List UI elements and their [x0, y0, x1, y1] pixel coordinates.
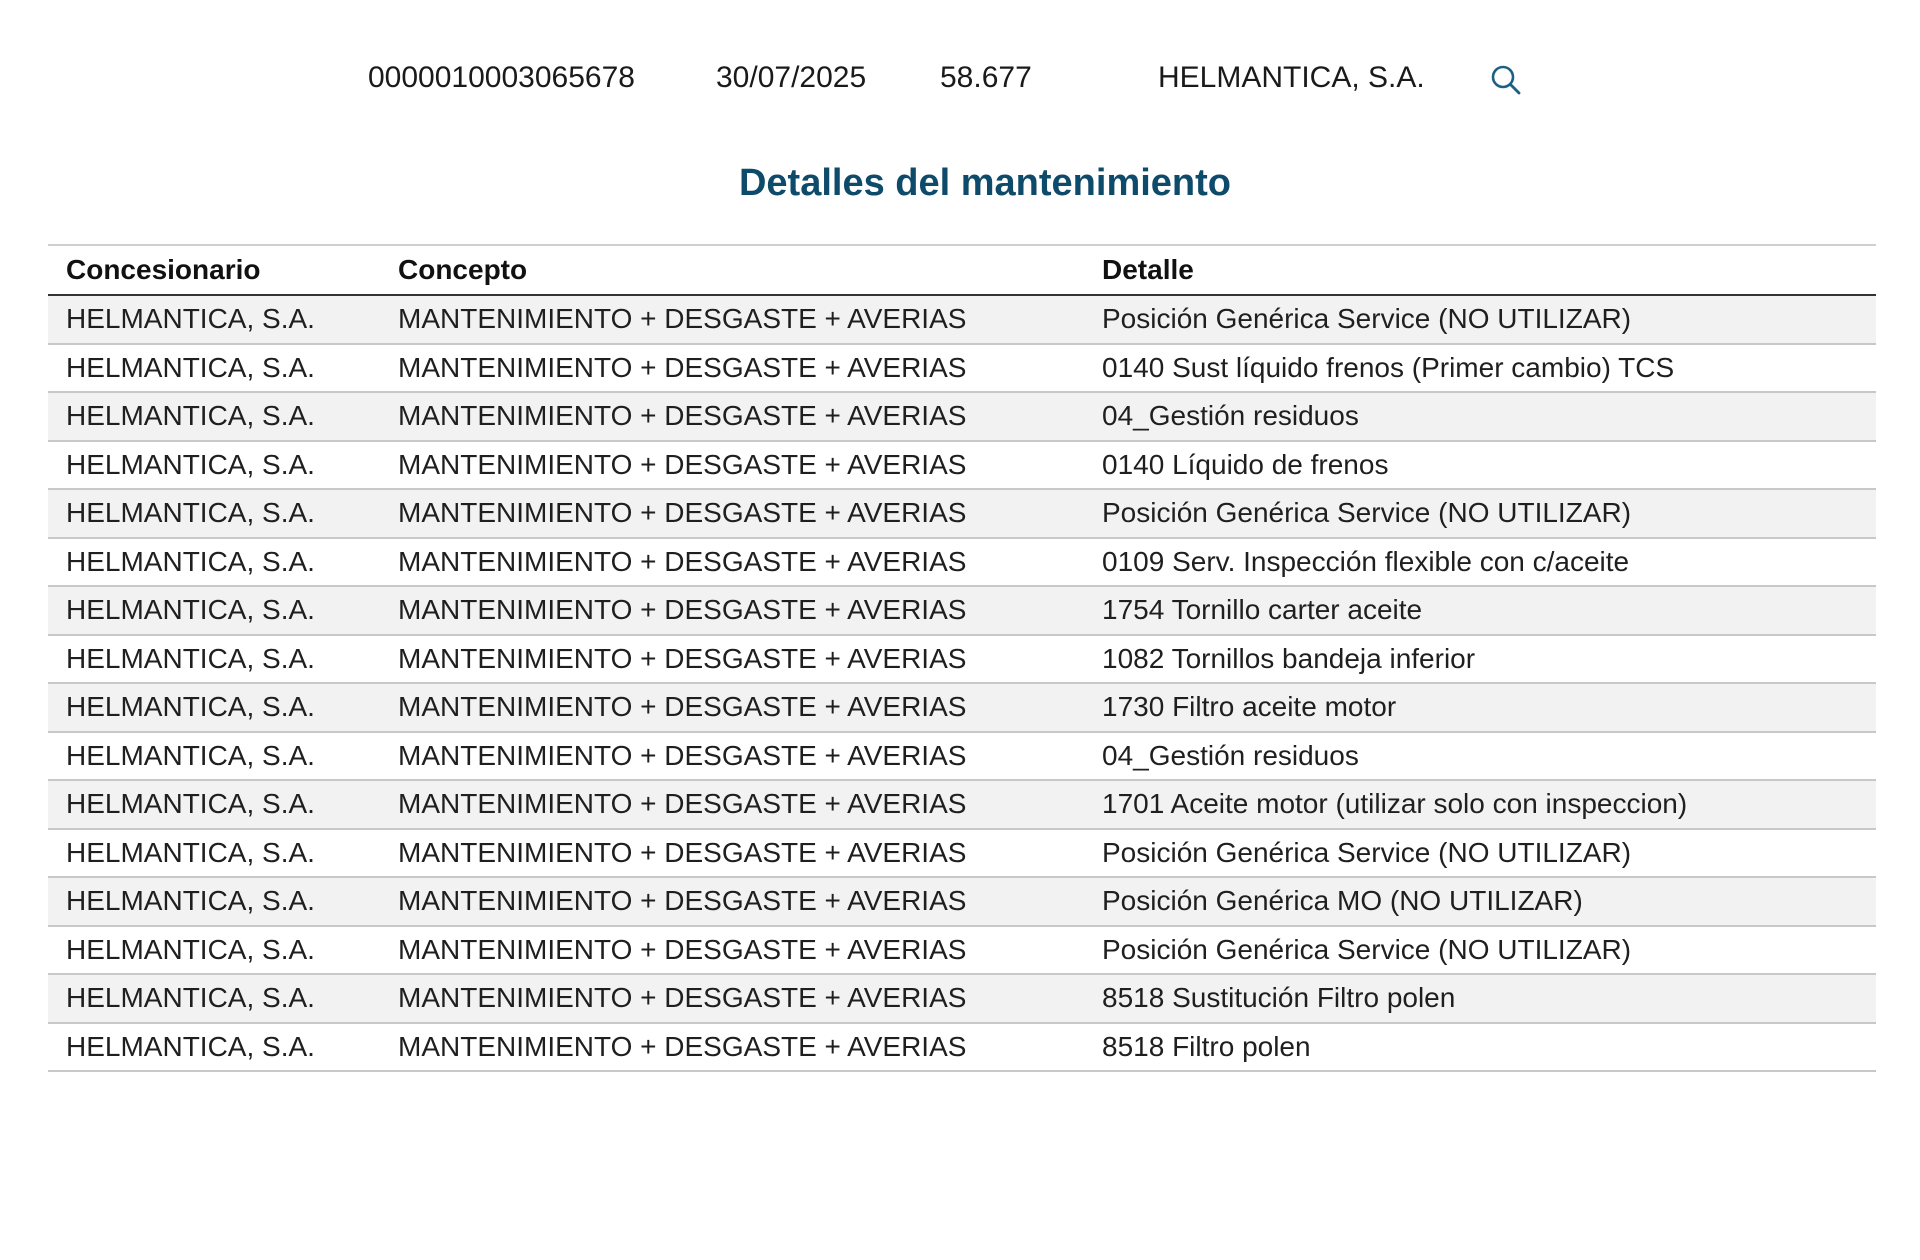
cell-concesionario: HELMANTICA, S.A. — [66, 885, 315, 917]
cell-concesionario: HELMANTICA, S.A. — [66, 691, 315, 723]
service-date: 30/07/2025 — [716, 61, 867, 94]
cell-concesionario: HELMANTICA, S.A. — [66, 1030, 315, 1062]
table-row[interactable] — [48, 829, 1876, 878]
cell-concesionario: HELMANTICA, S.A. — [66, 788, 315, 820]
table-row[interactable] — [48, 392, 1876, 441]
table-row[interactable] — [48, 780, 1876, 829]
cell-concesionario: HELMANTICA, S.A. — [66, 836, 315, 868]
cell-concepto: MANTENIMIENTO + DESGASTE + AVERIAS — [398, 351, 967, 383]
table-row[interactable] — [48, 441, 1876, 490]
cell-detalle: 0140 Líquido de frenos — [1102, 448, 1389, 480]
cell-concepto: MANTENIMIENTO + DESGASTE + AVERIAS — [398, 788, 967, 820]
cell-detalle: 04_Gestión residuos — [1102, 400, 1359, 432]
cell-concepto: MANTENIMIENTO + DESGASTE + AVERIAS — [398, 303, 967, 335]
table-body — [48, 295, 1876, 1071]
cell-concesionario: HELMANTICA, S.A. — [66, 351, 315, 383]
cell-detalle: 1754 Tornillo carter aceite — [1102, 594, 1423, 626]
cell-concepto: MANTENIMIENTO + DESGASTE + AVERIAS — [398, 836, 967, 868]
cell-concesionario: HELMANTICA, S.A. — [66, 497, 315, 529]
cell-concesionario: HELMANTICA, S.A. — [66, 739, 315, 771]
mileage-km: 58.677 — [940, 61, 1032, 94]
search-icon[interactable] — [1488, 62, 1524, 98]
cell-concepto: MANTENIMIENTO + DESGASTE + AVERIAS — [398, 691, 967, 723]
cell-concepto: MANTENIMIENTO + DESGASTE + AVERIAS — [398, 885, 967, 917]
dealer-name: HELMANTICA, S.A. — [1158, 61, 1425, 94]
cell-concepto: MANTENIMIENTO + DESGASTE + AVERIAS — [398, 642, 967, 674]
cell-detalle: Posición Genérica MO (NO UTILIZAR) — [1102, 885, 1583, 917]
table-row[interactable] — [48, 974, 1876, 1023]
table-row[interactable] — [48, 489, 1876, 538]
cell-concepto: MANTENIMIENTO + DESGASTE + AVERIAS — [398, 982, 967, 1014]
table-row[interactable] — [48, 732, 1876, 781]
cell-detalle: 1701 Aceite motor (utilizar solo con inspeccion) — [1102, 788, 1688, 820]
column-header-concesionario[interactable]: Concesionario — [66, 254, 261, 285]
cell-concepto: MANTENIMIENTO + DESGASTE + AVERIAS — [398, 400, 967, 432]
cell-concepto: MANTENIMIENTO + DESGASTE + AVERIAS — [398, 497, 967, 529]
order-number: 0000010003065678 — [368, 61, 635, 94]
cell-detalle: 8518 Sustitución Filtro polen — [1102, 982, 1456, 1014]
table-row[interactable] — [48, 926, 1876, 975]
maintenance-details-table — [48, 244, 1876, 1072]
cell-detalle: 0140 Sust líquido frenos (Primer cambio) TCS — [1102, 351, 1675, 383]
cell-detalle: Posición Genérica Service (NO UTILIZAR) — [1102, 933, 1632, 965]
maintenance-details-table-wrap — [48, 244, 1876, 1072]
table-row[interactable] — [48, 1023, 1876, 1072]
cell-detalle: 1730 Filtro aceite motor — [1102, 691, 1397, 723]
cell-concesionario: HELMANTICA, S.A. — [66, 642, 315, 674]
table-row[interactable] — [48, 586, 1876, 635]
cell-detalle: 1082 Tornillos bandeja inferior — [1102, 642, 1476, 674]
cell-concepto: MANTENIMIENTO + DESGASTE + AVERIAS — [398, 594, 967, 626]
cell-concepto: MANTENIMIENTO + DESGASTE + AVERIAS — [398, 545, 967, 577]
section-title: Detalles del mantenimiento — [738, 162, 1231, 204]
table-row[interactable] — [48, 877, 1876, 926]
cell-concepto: MANTENIMIENTO + DESGASTE + AVERIAS — [398, 739, 967, 771]
cell-concesionario: HELMANTICA, S.A. — [66, 448, 315, 480]
cell-detalle: Posición Genérica Service (NO UTILIZAR) — [1102, 303, 1632, 335]
cell-concesionario: HELMANTICA, S.A. — [66, 303, 315, 335]
cell-concesionario: HELMANTICA, S.A. — [66, 594, 315, 626]
cell-concesionario: HELMANTICA, S.A. — [66, 982, 315, 1014]
maintenance-summary-row[interactable] — [0, 56, 1920, 100]
column-header-detalle[interactable]: Detalle — [1102, 254, 1194, 285]
table-row[interactable] — [48, 683, 1876, 732]
cell-concepto: MANTENIMIENTO + DESGASTE + AVERIAS — [398, 1030, 967, 1062]
cell-detalle: 0109 Serv. Inspección flexible con c/aceite — [1102, 545, 1630, 577]
table-header — [48, 245, 1876, 295]
cell-detalle: Posición Genérica Service (NO UTILIZAR) — [1102, 497, 1632, 529]
table-row[interactable] — [48, 538, 1876, 587]
column-header-concepto[interactable]: Concepto — [398, 254, 528, 285]
cell-detalle: Posición Genérica Service (NO UTILIZAR) — [1102, 836, 1632, 868]
cell-concepto: MANTENIMIENTO + DESGASTE + AVERIAS — [398, 933, 967, 965]
cell-concesionario: HELMANTICA, S.A. — [66, 933, 315, 965]
table-row[interactable] — [48, 635, 1876, 684]
cell-concepto: MANTENIMIENTO + DESGASTE + AVERIAS — [398, 448, 967, 480]
table-row[interactable] — [48, 295, 1876, 344]
table-header-row — [48, 245, 1876, 295]
cell-detalle: 8518 Filtro polen — [1102, 1030, 1311, 1062]
cell-concesionario: HELMANTICA, S.A. — [66, 545, 315, 577]
cell-concesionario: HELMANTICA, S.A. — [66, 400, 315, 432]
table-row[interactable] — [48, 344, 1876, 393]
cell-detalle: 04_Gestión residuos — [1102, 739, 1359, 771]
